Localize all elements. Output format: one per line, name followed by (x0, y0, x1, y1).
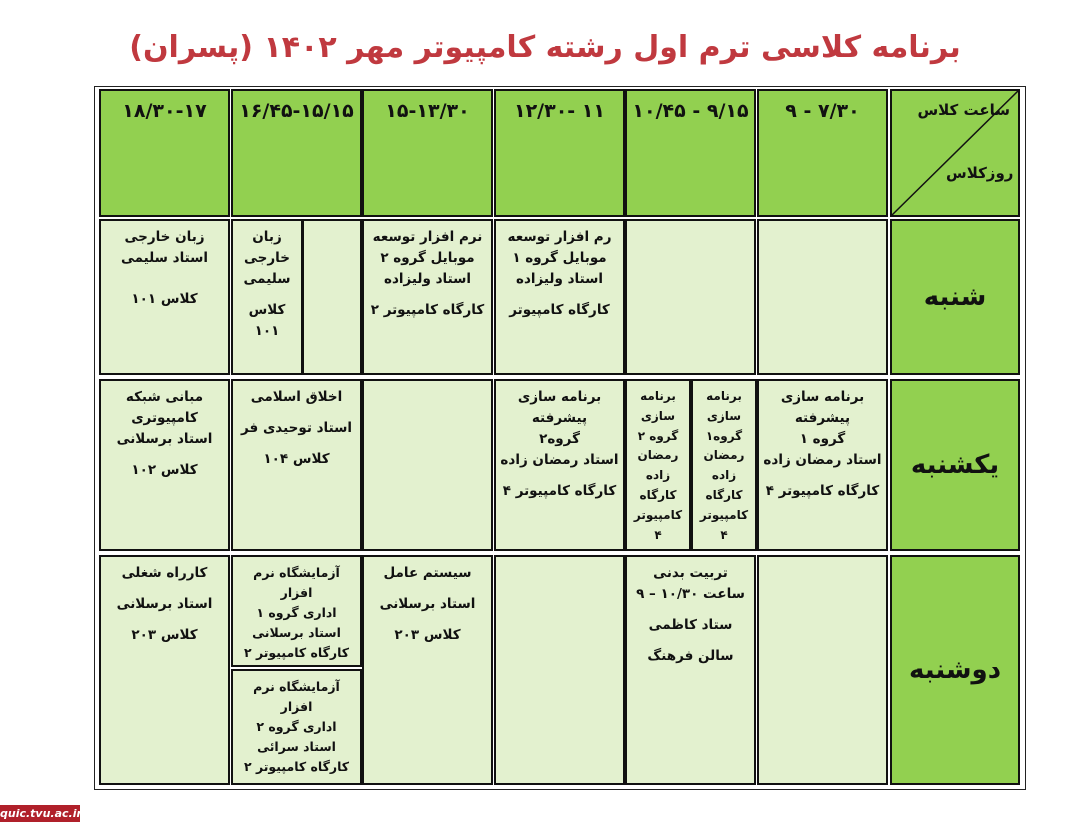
class-cell: مبانی شبکه کامپیوتری استاد برسلانی کلاس ۱۰۲ (99, 379, 230, 551)
class-cell (494, 555, 625, 785)
class-cell: برنامه سازی پیشرفته گروه۲ استاد رمضان زاده کارگاه کامپیوتر ۴ (494, 379, 625, 551)
class-cell: برنامه سازی گروه ۲ رمضان زاده کارگاه کامپیوتر ۴ (625, 379, 691, 551)
class-cell: کارراه شغلی استاد برسلانی کلاس ۲۰۳ (99, 555, 230, 785)
site-url-badge[interactable]: quic.tvu.ac.ir (0, 807, 82, 820)
schedule-table (94, 86, 1026, 790)
day-label: روزکلاس (946, 163, 1014, 182)
class-cell: تربیت بدنی ساعت ۱۰/۳۰ – ۹ ستاد کاظمی سالن فرهنگ (625, 555, 756, 785)
class-cell: آزمایشگاه نرم افزار اداری گروه ۱ استاد برسلانی کارگاه کامپیوتر ۲ (231, 555, 362, 667)
class-cell (362, 379, 493, 551)
time-header: ۱۰/۴۵ - ۹/۱۵ (625, 89, 756, 217)
class-cell: آزمایشگاه نرم افزار اداری گروه ۲ استاد سرائی کارگاه کامپیوتر ۲ (231, 669, 362, 785)
time-header: ۱۵-۱۳/۳۰ (362, 89, 493, 217)
time-header: ۱۶/۴۵-۱۵/۱۵ (231, 89, 362, 217)
time-header: ۹ - ۷/۳۰ (757, 89, 888, 217)
class-cell: نرم افزار توسعه موبایل گروه ۲ استاد ولیزاده کارگاه کامپیوتر ۲ (362, 219, 493, 375)
class-cell (625, 219, 756, 375)
corner-header-cell (890, 89, 1020, 217)
class-cell: زبان خارجی سلیمی کلاس ۱۰۱ (231, 219, 303, 375)
class-cell (757, 219, 888, 375)
page-title: برنامه کلاسی ترم اول رشته کامپیوتر مهر ۱۴۰۲ (پسران) (129, 30, 961, 65)
class-cell: رم افزار توسعه موبایل گروه ۱ استاد ولیزاده کارگاه کامپیوتر (494, 219, 625, 375)
class-cell: زبان خارجی استاد سلیمی کلاس ۱۰۱ (99, 219, 230, 375)
time-label: ساعت کلاس (917, 101, 1010, 119)
class-cell (302, 219, 362, 375)
day-header-sunday: یکشنبه (890, 379, 1020, 551)
class-cell: برنامه سازی پیشرفته گروه ۱ استاد رمضان زاده کارگاه کامپیوتر ۴ (757, 379, 888, 551)
class-cell (757, 555, 888, 785)
time-header: ۱۲/۳۰- ۱۱ (494, 89, 625, 217)
time-header: ۱۸/۳۰-۱۷ (99, 89, 230, 217)
class-cell: برنامه سازی گروه۱ رمضان زاده کارگاه کامپیوتر ۴ (691, 379, 757, 551)
day-header-monday: دوشنبه (890, 555, 1020, 785)
class-cell: اخلاق اسلامی استاد توحیدی فر کلاس ۱۰۴ (231, 379, 362, 551)
class-cell: سیستم عامل استاد برسلانی کلاس ۲۰۳ (362, 555, 493, 785)
day-header-saturday: شنبه (890, 219, 1020, 375)
